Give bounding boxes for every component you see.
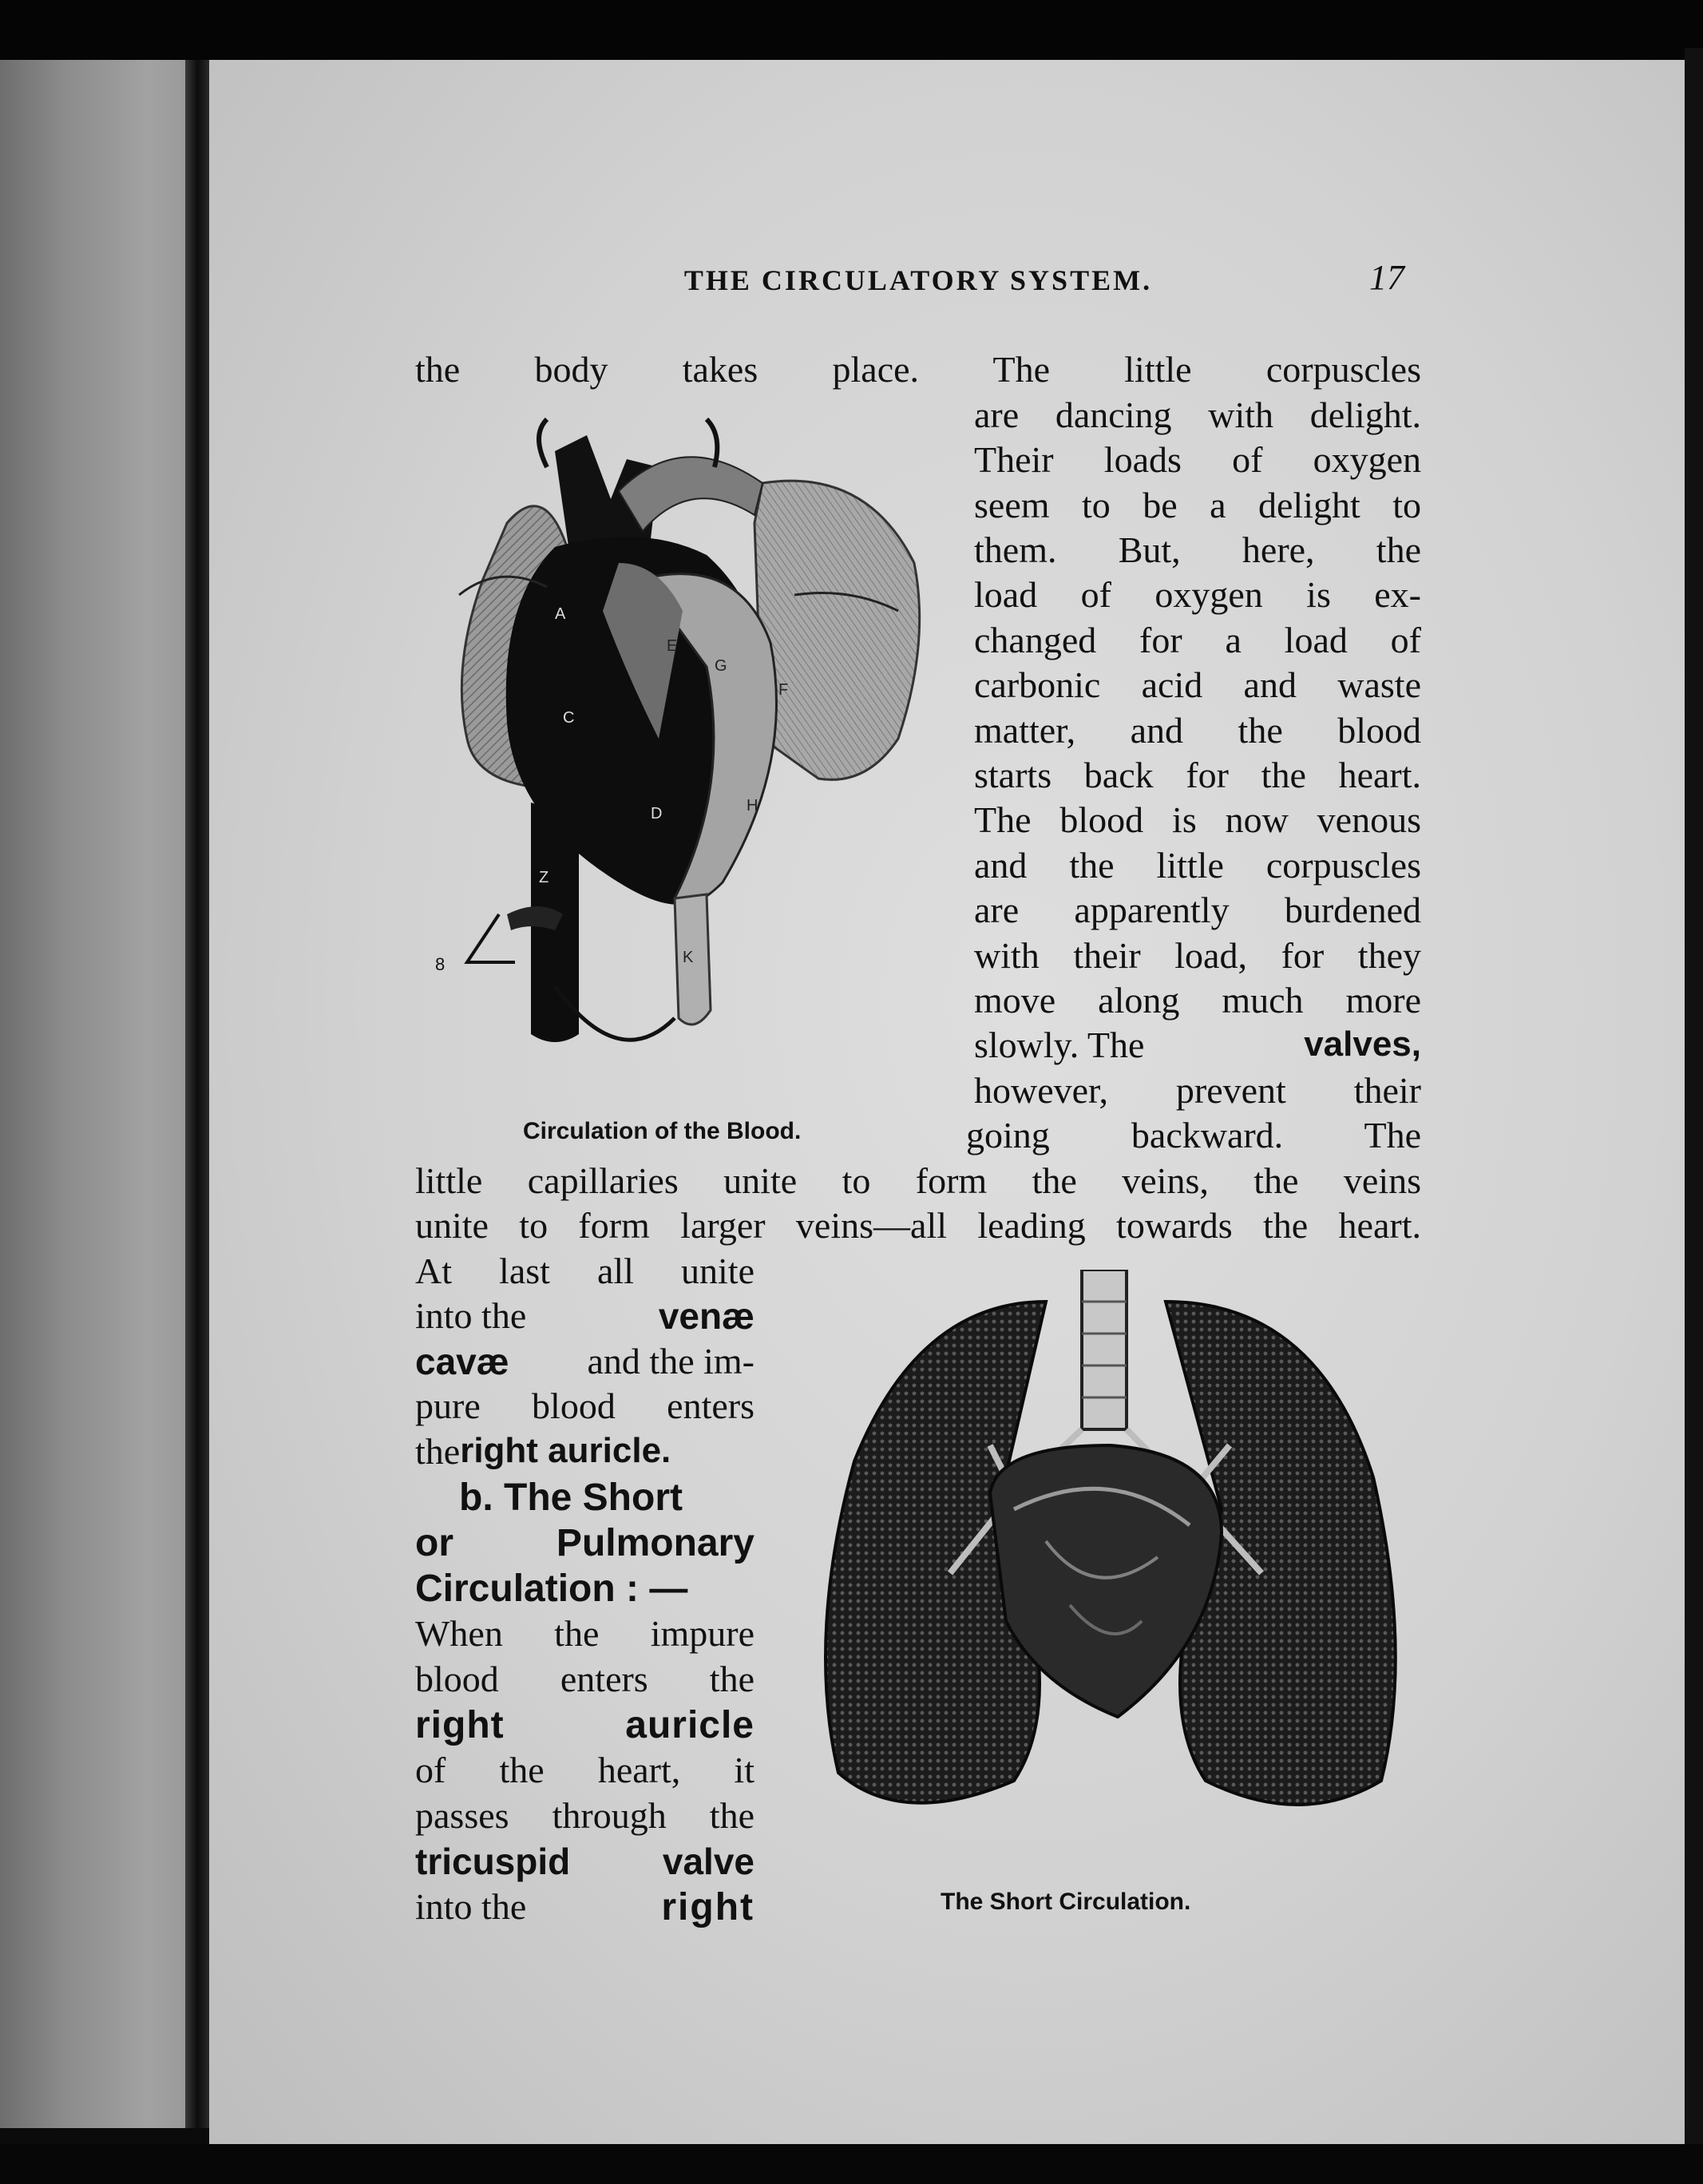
text-span: the xyxy=(415,1431,461,1472)
text-line: going backward. The xyxy=(966,1115,1421,1155)
text-line: matter, and the blood xyxy=(974,710,1421,751)
text-span: slowly. The xyxy=(974,1025,1145,1065)
text-line: carbonic acid and waste xyxy=(974,664,1421,705)
text-line-top: the body takes place. The little corpuscles xyxy=(415,349,1421,390)
facing-page-edge xyxy=(0,60,185,2128)
text-line xyxy=(974,1027,1421,1064)
emphasis-tricuspid-valve: tricuspid valve xyxy=(415,1841,754,1882)
figure-letter: C xyxy=(563,709,575,727)
figure-caption: The Short Circulation. xyxy=(941,1889,1191,1915)
section-heading: or Pulmonary xyxy=(415,1522,754,1564)
text-line: pure blood enters xyxy=(415,1385,754,1426)
scan-top-border xyxy=(0,0,1703,60)
text-line: changed for a load of xyxy=(974,620,1421,660)
scan-bottom-border xyxy=(0,2144,1703,2184)
text-line xyxy=(415,1343,754,1380)
emphasis-right-auricle: right auricle. xyxy=(460,1431,671,1470)
figure-letter: D xyxy=(651,805,663,822)
figure-letter: H xyxy=(747,797,758,815)
text-line: of the heart, it xyxy=(415,1750,754,1790)
text-line: The blood is now venous xyxy=(974,799,1421,840)
section-heading: b. The Short xyxy=(459,1476,683,1519)
text-line-full: unite to form larger veins—all leading towards the heart. xyxy=(415,1205,1421,1246)
text-line: Their loads of oxygen xyxy=(974,439,1421,480)
emphasis-right-auricle-2: right auricle xyxy=(415,1704,754,1746)
text-line: seem to be a delight to xyxy=(974,485,1421,525)
text-line xyxy=(415,1433,754,1470)
figure-letter: A xyxy=(555,605,566,623)
text-line: are dancing with delight. xyxy=(974,394,1421,435)
text-line xyxy=(415,1295,754,1337)
text-line: however, prevent their xyxy=(974,1070,1421,1111)
page-number: 17 xyxy=(1369,258,1404,297)
text-line xyxy=(415,1886,754,1928)
figure-letter: G xyxy=(715,657,727,675)
text-span: and the im- xyxy=(587,1341,754,1381)
emphasis-valves: valves, xyxy=(1304,1025,1421,1064)
book-gutter xyxy=(185,60,209,2128)
section-heading: Circulation : — xyxy=(415,1568,688,1610)
text-span: into the xyxy=(415,1886,527,1927)
text-line: with their load, for they xyxy=(974,935,1421,976)
scan-right-border xyxy=(1685,48,1703,2156)
text-line: At last all unite xyxy=(415,1251,754,1291)
figure-letter: Z xyxy=(539,869,549,886)
emphasis-right: right xyxy=(661,1886,754,1928)
lungs-short-circulation-illustration xyxy=(806,1270,1413,1829)
figure-letter: K xyxy=(683,949,694,966)
figure-letter: F xyxy=(778,681,789,699)
text-line: When the impure xyxy=(415,1613,754,1654)
text-line: them. But, here, the xyxy=(974,529,1421,570)
text-line: and the little corpuscles xyxy=(974,845,1421,886)
text-span: into the xyxy=(415,1295,527,1336)
text-line: passes through the xyxy=(415,1795,754,1836)
text-line: move along much more xyxy=(974,980,1421,1021)
running-head: THE CIRCULATORY SYSTEM. xyxy=(683,264,1153,296)
text-line: blood enters the xyxy=(415,1659,754,1699)
emphasis-cavae: cavæ xyxy=(415,1341,509,1382)
figure-letter: 8 xyxy=(435,954,446,974)
text-line: starts back for the heart. xyxy=(974,755,1421,795)
emphasis-venae: venæ xyxy=(658,1295,754,1337)
text-line: load of oxygen is ex- xyxy=(974,574,1421,615)
figure-letter: E xyxy=(667,637,678,655)
figure-caption: Circulation of the Blood. xyxy=(523,1118,802,1144)
heart-circulation-illustration xyxy=(419,403,930,1090)
text-line: are apparently burdened xyxy=(974,890,1421,930)
text-line-full: little capillaries unite to form the veins, the veins xyxy=(415,1160,1421,1201)
